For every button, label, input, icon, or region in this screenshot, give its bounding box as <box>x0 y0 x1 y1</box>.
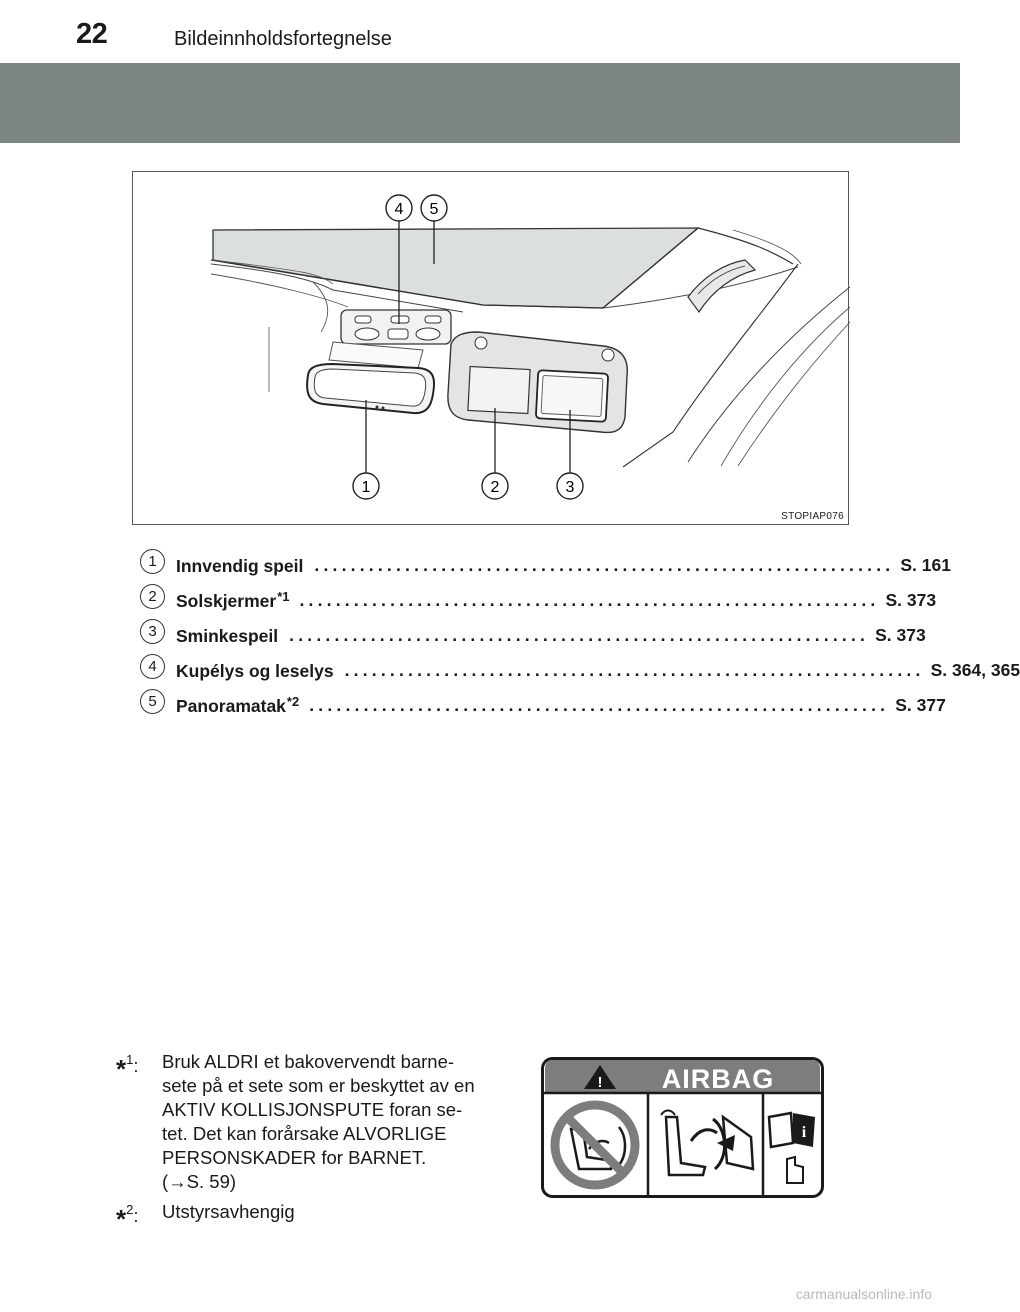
footnote-2-marker <box>116 1198 139 1234</box>
legend-label-text: Sminkespeil <box>176 626 279 646</box>
page-reference[interactable]: S. 161 <box>900 555 951 575</box>
airbag-warning-label <box>541 1057 824 1198</box>
no-child-seat-icon <box>555 1105 635 1185</box>
legend-label-text: Solskjermer <box>176 591 277 611</box>
page-reference[interactable]: S. 377 <box>895 695 946 715</box>
footnote-line-link[interactable]: (→S. 59) <box>162 1171 237 1192</box>
legend-item[interactable] <box>140 548 951 583</box>
legend-number: 3 <box>140 619 165 644</box>
footnote-line: tet. Det kan forårsake ALVORLIGE <box>162 1123 447 1144</box>
callout-2 <box>482 473 508 499</box>
leader-dots: ................................................................ <box>344 660 925 680</box>
header-gray-band <box>0 63 960 143</box>
star-mark: * <box>116 1054 127 1084</box>
panoramic-roof <box>213 228 698 308</box>
legend-list <box>140 548 1020 723</box>
legend-item[interactable] <box>140 583 937 618</box>
callout-3-label: 3 <box>565 479 575 496</box>
legend-label-text: Panoramatak <box>176 696 286 716</box>
callout-1-label: 1 <box>361 479 371 496</box>
warning-symbol: ! <box>597 1074 603 1091</box>
footnote-2 <box>116 1200 516 1234</box>
legend-item[interactable] <box>140 618 926 653</box>
section-title: Bildeinnholdsfortegnelse <box>174 28 392 50</box>
callout-5 <box>421 195 447 221</box>
callout-5-label: 5 <box>429 201 439 218</box>
footnote-2-text: Utstyrsavhengig <box>162 1201 295 1222</box>
legend-label <box>176 624 279 647</box>
page-reference[interactable]: S. 373 <box>885 590 937 610</box>
callout-1 <box>353 473 379 499</box>
colon: : <box>133 1205 139 1226</box>
figure-id: STOPIAP076 <box>781 511 844 522</box>
legend-label <box>176 554 304 577</box>
leader-dots: ................................................................ <box>314 555 895 575</box>
page-reference[interactable]: S. 373 <box>875 625 926 645</box>
legend-number: 4 <box>140 654 165 679</box>
interior-illustration <box>132 171 849 525</box>
watermark: carmanualsonline.info <box>795 1286 932 1302</box>
callout-3 <box>557 473 583 499</box>
legend-item[interactable] <box>140 653 1020 688</box>
footnote-line: Bruk ALDRI et bakovervendt barne- <box>162 1051 455 1072</box>
legend-label <box>176 589 290 612</box>
footnote-1 <box>116 1050 516 1194</box>
svg-text:i: i <box>801 1124 807 1141</box>
footnote-number: 1 <box>126 1052 134 1067</box>
legend-number: 2 <box>140 584 165 609</box>
footnote-line: sete på et sete som er beskyttet av en <box>162 1075 475 1096</box>
legend-sup: *1 <box>277 589 290 604</box>
page-number: 22 <box>76 18 108 50</box>
footnote-line: PERSONSKADER for BARNET. <box>162 1147 427 1168</box>
footnotes <box>116 1050 516 1234</box>
interior-drawing <box>133 172 850 526</box>
callout-2-label: 2 <box>490 479 500 496</box>
legend-item[interactable] <box>140 688 946 723</box>
page-reference[interactable]: S. 364, 365 <box>930 660 1020 680</box>
star-mark: * <box>116 1204 127 1234</box>
legend-number: 5 <box>140 689 165 714</box>
leader-dots: ................................................................ <box>309 695 890 715</box>
footnote-1-text <box>162 1050 516 1194</box>
grab-handle <box>688 260 755 312</box>
airbag-label-graphic <box>541 1057 824 1198</box>
leader-dots: ................................................................ <box>299 590 880 610</box>
legend-sup: *2 <box>286 694 300 709</box>
callout-4 <box>386 195 412 221</box>
callout-4-label: 4 <box>394 201 404 218</box>
legend-label-text: Kupélys og leselys <box>176 661 334 681</box>
footnote-1-marker <box>116 1048 139 1084</box>
colon: : <box>133 1055 139 1076</box>
legend-label <box>176 659 335 682</box>
airbag-title: AIRBAG <box>661 1064 775 1094</box>
legend-number: 1 <box>140 549 165 574</box>
footnote-number: 2 <box>126 1202 134 1217</box>
footnote-line: AKTIV KOLLISJONSPUTE foran se- <box>162 1099 463 1120</box>
leader-dots: ................................................................ <box>289 625 870 645</box>
legend-label-text: Innvendig speil <box>176 556 304 576</box>
legend-label <box>176 694 299 717</box>
